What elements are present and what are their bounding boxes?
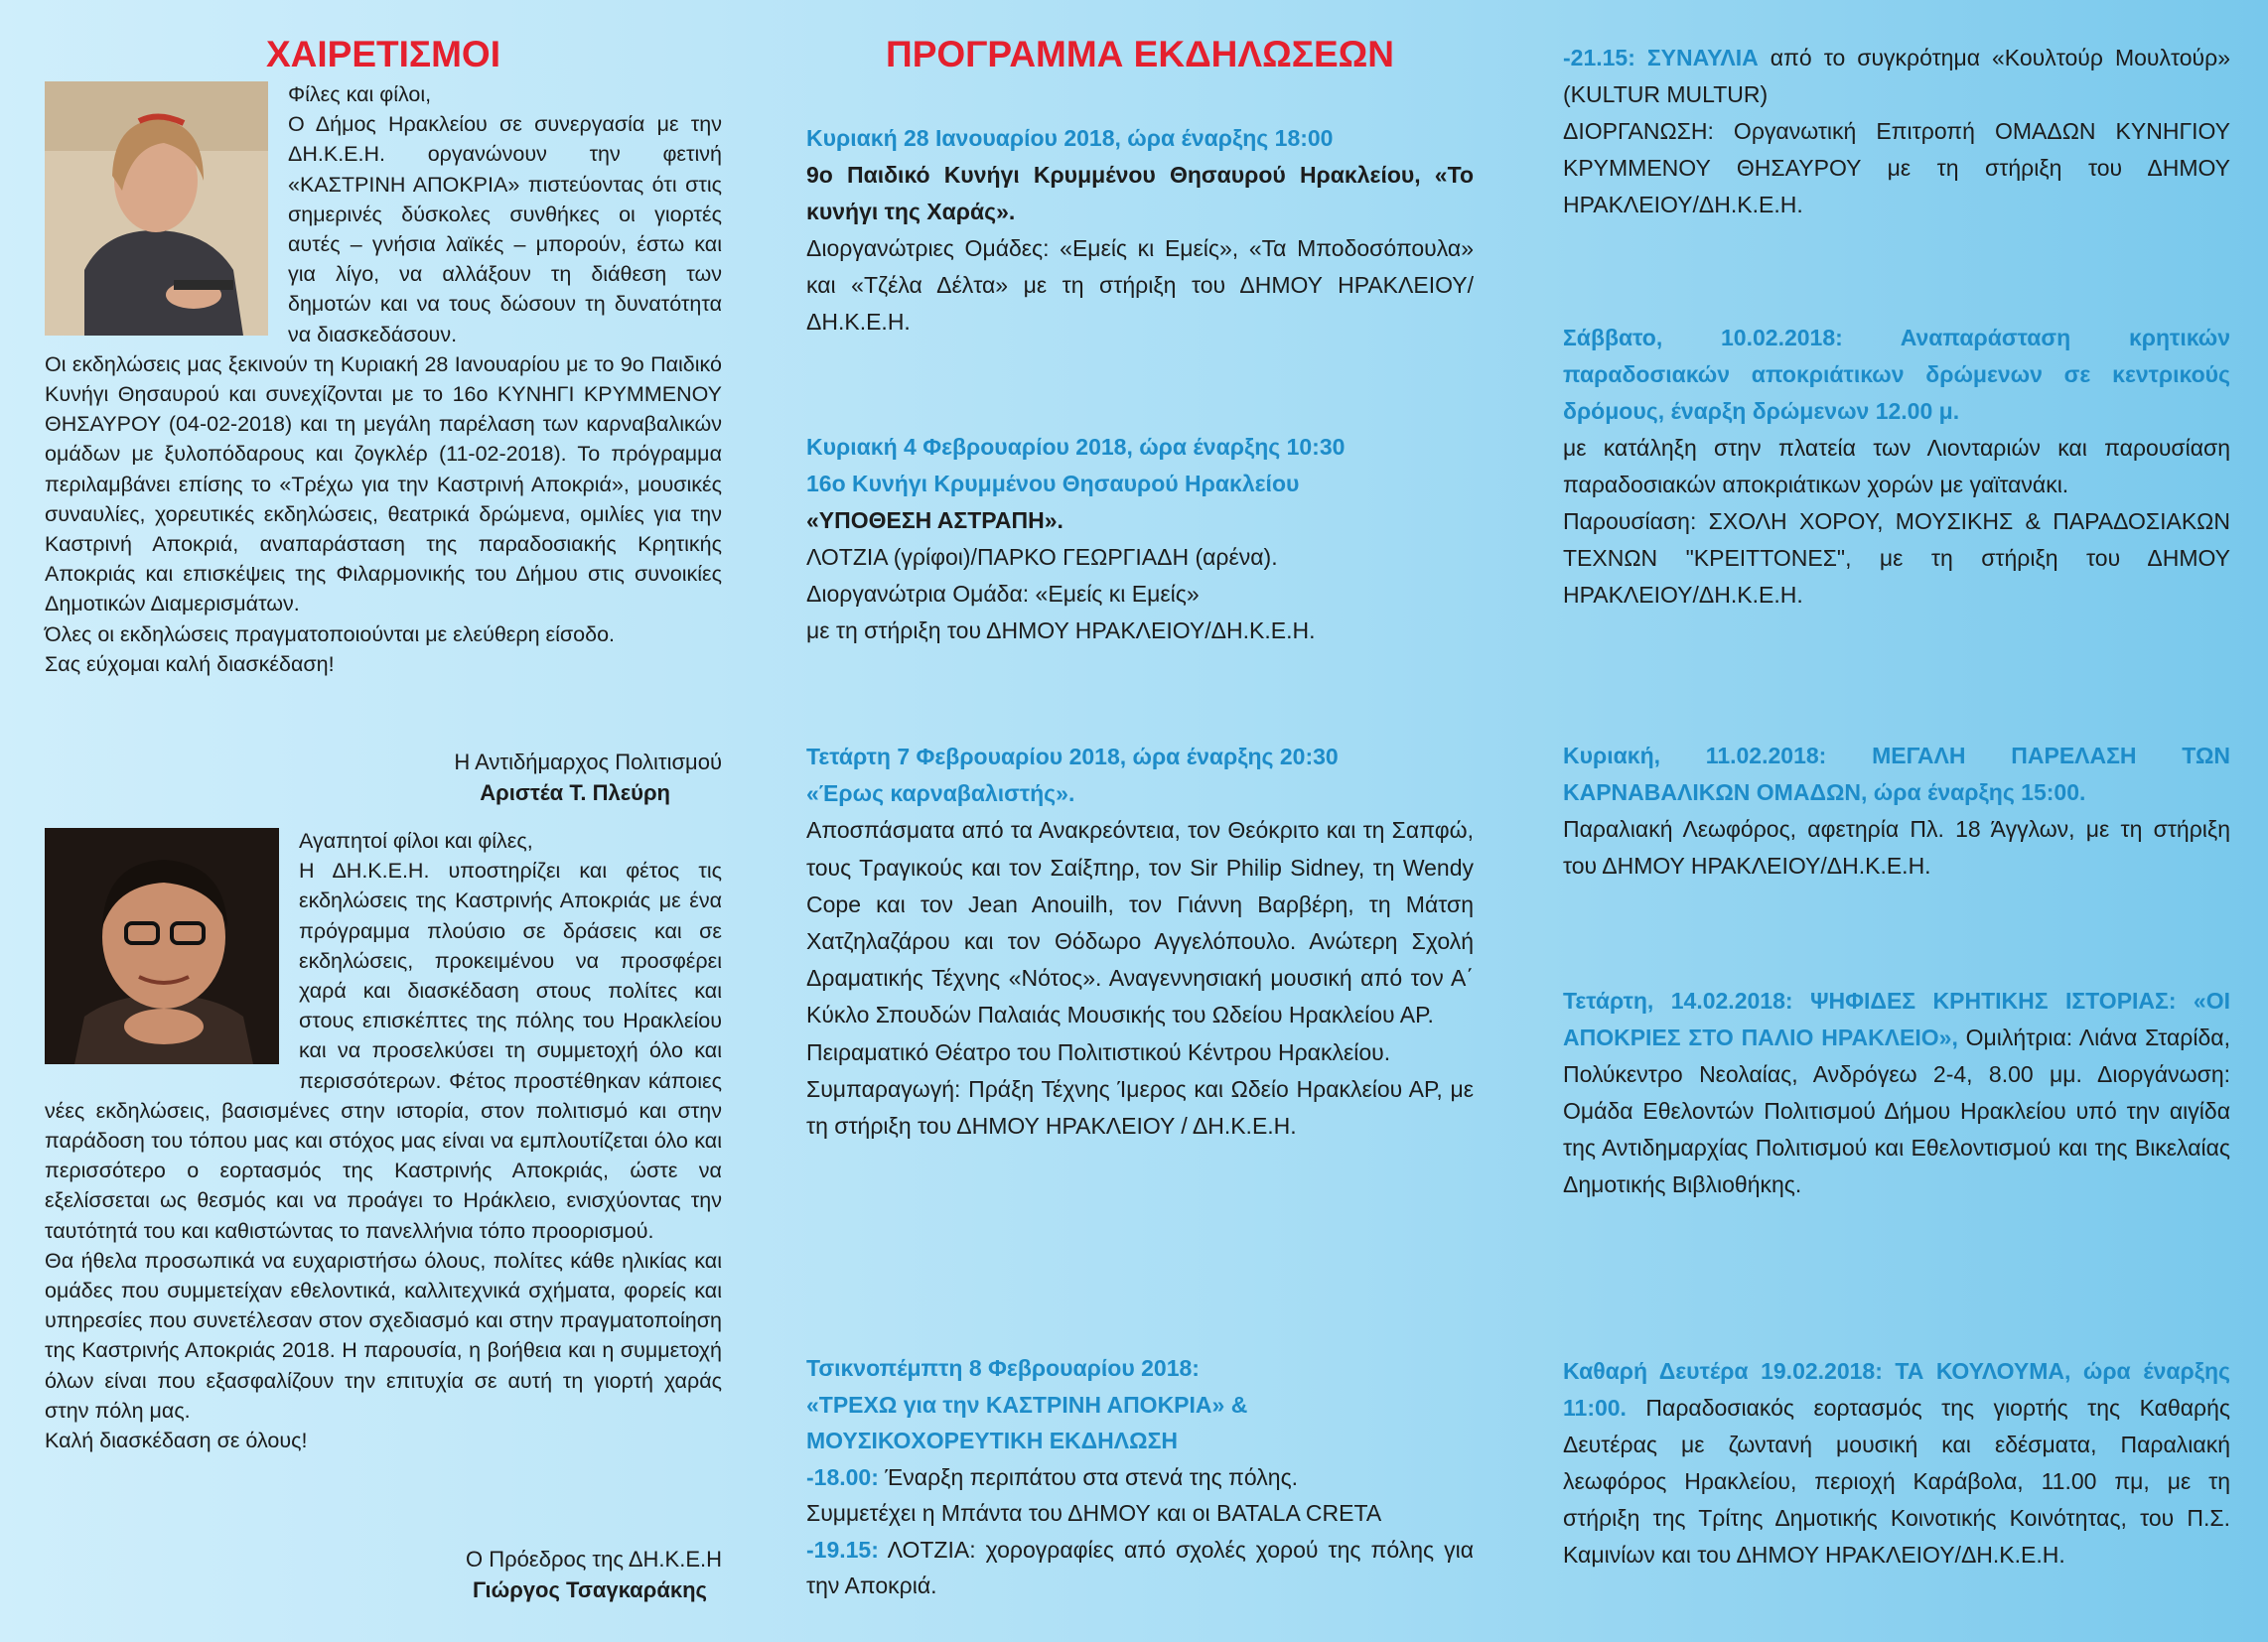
event-4-line1: [806, 1459, 1474, 1496]
event-4-title1: «ΤΡΕΧΩ για την ΚΑΣΤΡΙΝΗ ΑΠΟΚΡΙΑ» &: [806, 1391, 1248, 1418]
greeting-president: [45, 826, 722, 1455]
event-5-time: -21.15: ΣΥΝΑΥΛΙΑ: [1563, 45, 1759, 70]
event-4-time1: -18.00:: [806, 1463, 879, 1490]
signature-2-name: Γιώργος Τσαγκαράκης: [472, 1577, 707, 1602]
event-6-text1: με κατάληξη στην πλατεία των Λιονταριών και παρουσίαση παραδοσιακών αποκριάτικων χορών με γαϊτανάκι.: [1563, 435, 2230, 497]
event-1-date: Κυριακή 28 Ιανουαρίου 2018, ώρα έναρξης 18:00: [806, 125, 1334, 151]
event-6: [1563, 320, 2230, 614]
event-5: [1563, 40, 2230, 223]
event-1-body: Διοργανώτριες Ομάδες: «Εμείς κι Εμείς», «Τα Μποδοσόπουλα» και «Τζέλα Δέλτα» με τη στήριξη του ΔΗΜΟΥ ΗΡΑΚΛΕΙΟΥ/ΔΗ.Κ.Ε.Η.: [806, 235, 1474, 335]
signature-1-name: Αριστέα Τ. Πλεύρη: [480, 780, 670, 805]
portrait-photo-woman: [45, 81, 268, 336]
signature-1-role: Η Αντιδήμαρχος Πολιτισμού: [454, 750, 722, 774]
greeting-2-text: Αγαπητοί φίλοι και φίλες, Η ΔΗ.Κ.Ε.Η. υποστηρίζει και φέτος τις εκδηλώσεις της Καστρινής Αποκριάς με ένα πρόγραμμα πλούσιο σε δράσεις και σε εκδηλώσεις, προκειμένου να προσφέρει χαρά και διασκέδαση στους πολίτες και στους επισκέπτες της πόλης του Ηρακλείου και να προσελκύσει τη συμμετοχή όλο και περισσότερων. Φέτος προστέθηκαν κάποιες νέες εκδηλώσεις, βασισμένες στην ιστορία, στον πολιτισμό και στην παράδοση του τόπου μας και στόχος μας είναι να εμπλουτίζεται όλο και περισσότερο ο εορτασμός της Καστρινής Αποκριάς, ώστε να εξελίσσεται ως θεσμός και να προάγει το Ηράκλειο, ενισχύοντας την ταυτότητά του και καθιστώντας το πανελλήνια τόπο προορισμού. Θα ήθελα προσωπικά να ευχαριστήσω όλους, πολίτες κάθε ηλικίας και ομάδες που συμμετείχαν εθελοντικά, καλλιτεχνικά σχήματα, φορείς και υπηρεσίες που συνετέλεσαν στον σχεδιασμό και στην πραγματοποίηση της Καστρινής Αποκριάς 2018. Η παρουσία, η βοήθεια και η συμμετοχή όλων είναι που εξασφαλίζουν την επιτυχία σε αυτή τη γιορτή χαράς στην πόλη μας. Καλή διασκέδαση σε όλους!: [45, 829, 722, 1453]
event-6-title: Σάββατο, 10.02.2018: Αναπαράσταση κρητικών παραδοσιακών αποκριάτικων δρώμενων σε κεντρικούς δρόμους, έναρξη δρώμενων 12.00 μ.: [1563, 325, 2230, 424]
event-8-body: [1563, 983, 2230, 1203]
event-4: [806, 1350, 1474, 1604]
event-4-time2: -19.15:: [806, 1536, 879, 1563]
portrait-photo-man: [45, 828, 279, 1064]
event-5-line1: [1563, 40, 2230, 113]
event-2-line3: με τη στήριξη του ΔΗΜΟΥ ΗΡΑΚΛΕΙΟΥ/ΔΗ.Κ.Ε.Η.: [806, 617, 1316, 643]
event-8: [1563, 983, 2230, 1203]
event-9-title: Καθαρή Δευτέρα 19.02.2018: ΤΑ ΚΟΥΛΟΥΜΑ, ώρα έναρξης 11:00.: [1563, 1358, 2230, 1421]
event-5-text2: ΔΙΟΡΓΑΝΩΣΗ: Οργανωτική Επιτροπή ΟΜΑΔΩΝ ΚΥΝΗΓΙΟΥ ΚΡΥΜΜΕΝΟΥ ΘΗΣΑΥΡΟΥ με τη στήριξη του ΔΗΜΟΥ ΗΡΑΚΛΕΙΟΥ/ΔΗ.Κ.Ε.Η.: [1563, 118, 2230, 217]
event-7-text: Παραλιακή Λεωφόρος, αφετηρία Πλ. 18 Άγγλων, με τη στήριξη του ΔΗΜΟΥ ΗΡΑΚΛΕΙΟΥ/ΔΗ.Κ.Ε.Η.: [1563, 816, 2230, 879]
event-4-text1: Έναρξη περιπάτου στα στενά της πόλης.: [878, 1463, 1299, 1490]
event-3: [806, 739, 1474, 1145]
greeting-deputy-mayor: [45, 79, 722, 679]
event-8-text: Ομιλήτρια: Λιάνα Σταρίδα, Πολύκεντρο Νεολαίας, Ανδρόγεω 2-4, 8.00 μμ. Διοργάνωση: Ομάδα Εθελοντών Πολιτισμού Δήμου Ηρακλείου υπό την αιγίδα της Αντιδημαρχίας Πολιτισμού και Εθελοντισμού και της Βικελαίας Δημοτικής Βιβλιοθήκης.: [1563, 1025, 2230, 1197]
greetings-heading: ΧΑΙΡΕΤΙΣΜΟΙ: [265, 34, 500, 74]
event-3-date: Τετάρτη 7 Φεβρουαρίου 2018, ώρα έναρξης 20:30: [806, 744, 1339, 769]
event-3-body2: Πειραματικό Θέατρο του Πολιτιστικού Κέντρου Ηρακλείου.: [806, 1038, 1391, 1065]
event-2-date: Κυριακή 4 Φεβρουαρίου 2018, ώρα έναρξης 10:30: [806, 434, 1346, 460]
event-1: [806, 120, 1474, 341]
event-2-subtitle: 16ο Κυνήγι Κρυμμένου Θησαυρού Ηρακλείου: [806, 471, 1300, 496]
event-2-line2: Διοργανώτρια Ομάδα: «Εμείς κι Εμείς»: [806, 581, 1200, 607]
signature-2: [45, 1544, 722, 1605]
event-3-title: «Έρως καρναβαλιστής».: [806, 780, 1075, 807]
signature-2-role: Ο Πρόεδρος της ΔΗ.Κ.Ε.Η: [466, 1547, 722, 1572]
program-heading: ΠΡΟΓΡΑΜΜΑ ΕΚΔΗΛΩΣΕΩΝ: [885, 34, 1395, 74]
event-2: [806, 429, 1474, 649]
event-4-line3: [806, 1532, 1474, 1604]
event-7-title: Κυριακή, 11.02.2018: ΜΕΓΑΛΗ ΠΑΡΕΛΑΣΗ ΤΩΝ ΚΑΡΝΑΒΑΛΙΚΩΝ ΟΜΑΔΩΝ, ώρα έναρξης 15:00.: [1563, 743, 2230, 805]
event-2-title: «ΥΠΟΘΕΣΗ ΑΣΤΡΑΠΗ».: [806, 507, 1063, 533]
event-1-title: 9ο Παιδικό Κυνήγι Κρυμμένου Θησαυρού Ηρακλείου, «Το κυνήγι της Χαράς».: [806, 162, 1474, 224]
event-2-line1: ΛΟΤΖΙΑ (γρίφοι)/ΠΑΡΚΟ ΓΕΩΡΓΙΑΔΗ (αρένα).: [806, 544, 1278, 570]
event-6-text2: Παρουσίαση: ΣΧΟΛΗ ΧΟΡΟΥ, ΜΟΥΣΙΚΗΣ & ΠΑΡΑΔΟΣΙΑΚΩΝ ΤΕΧΝΩΝ "ΚΡΕΙΤΤΟΝΕΣ", με τη στήριξη του ΔΗΜΟΥ ΗΡΑΚΛΕΙΟΥ/ΔΗ.Κ.Ε.Η.: [1563, 508, 2230, 608]
event-4-title2: ΜΟΥΣΙΚΟΧΟΡΕΥΤΙΚΗ ΕΚΔΗΛΩΣΗ: [806, 1428, 1178, 1453]
event-3-body3: Συμπαραγωγή: Πράξη Τέχνης Ίμερος και Ωδείο Ηρακλείου ΑΡ, με τη στήριξη του ΔΗΜΟΥ ΗΡΑΚΛΕΙΟΥ / ΔΗ.Κ.Ε.Η.: [806, 1075, 1474, 1140]
event-8-title: Τετάρτη, 14.02.2018: ΨΗΦΙΔΕΣ ΚΡΗΤΙΚΗΣ ΙΣΤΟΡΙΑΣ: «ΟΙ ΑΠΟΚΡΙΕΣ ΣΤΟ ΠΑΛΙΟ ΗΡΑΚΛΕΙΟ»,: [1563, 988, 2230, 1050]
event-4-text2: Συμμετέχει η Μπάντα του ΔΗΜΟΥ και οι BATALA CRETA: [806, 1500, 1382, 1526]
greeting-1-text: Φίλες και φίλοι, Ο Δήμος Ηρακλείου σε συνεργασία με την ΔΗ.Κ.Ε.Η. οργανώνουν την φετινή «ΚΑΣΤΡΙΝΗ ΑΠΟΚΡΙΑ» πιστεύοντας ότι στις σημερινές δύσκολες συνθήκες οι γιορτές αυτές – γνήσια λαϊκές – μπορούν, έστω και για λίγο, να αλλάξουν τη διάθεση των δημοτών και να τους δώσουν τη δυνατότητα να διασκεδάσουν. Οι εκδηλώσεις μας ξεκινούν τη Κυριακή 28 Ιανουαρίου με το 9ο Παιδικό Κυνήγι Θησαυρού και συνεχίζονται με το 16ο ΚΥΝΗΓΙ ΚΡΥΜΜΕΝΟΥ ΘΗΣΑΥΡΟΥ (04-02-2018) και τη μεγάλη παρέλαση των καρναβαλικών ομάδων με ξυλοπόδαρους και ζογκλέρ (11-02-2018). Το πρόγραμμα περιλαμβάνει επίσης το «Τρέχω για την Καστρινή Αποκριά», μουσικές συναυλίες, χορευτικές εκδηλώσεις, θεατρικά δρώμενα, ομιλίες για την Καστρινή Αποκριά, αναπαράσταση της παραδοσιακής Κρητικής Αποκριάς και επισκέψεις της Φιλαρμονικής του Δήμου στις συνοικίες Δημοτικών Διαμερισμάτων. Όλες οι εκδηλώσεις πραγματοποιούνται με ελεύθερη είσοδο. Σας εύχομαι καλή διασκέδαση!: [45, 82, 722, 676]
event-5-text1: από το συγκρότημα «Κουλτούρ Μουλτούρ» (KULTUR MULTUR): [1563, 45, 2230, 107]
event-7: [1563, 738, 2230, 885]
event-9-body: [1563, 1353, 2230, 1574]
signature-1: [45, 747, 722, 808]
event-9-text: Παραδοσιακός εορτασμός της γιορτής της Καθαρής Δευτέρας με ζωντανή μουσική και εδέσματα, Παραλιακή λεωφόρος Ηρακλείου, περιοχή Καράβολα, 11.00 πμ, με τη στήριξη της Τρίτης Δημοτικής Κοινοτικής Κοινότητας, του Π.Σ. Καμινίων και του ΔΗΜΟΥ ΗΡΑΚΛΕΙΟΥ/ΔΗ.Κ.Ε.Η.: [1563, 1395, 2230, 1568]
event-9: [1563, 1353, 2230, 1574]
event-4-date: Τσικνοπέμπτη 8 Φεβρουαρίου 2018:: [806, 1355, 1200, 1381]
event-3-body1: Αποσπάσματα από τα Ανακρεόντεια, τον Θεόκριτο και τη Σαπφώ, τους Τραγικούς και τον Σαίξπηρ, τον Sir Philip Sidney, τη Wendy Cope και τον Jean Anouilh, τον Γιάννη Βαρβέρη, τη Μάτση Χατζηλαζάρου και τον Θόδωρο Αγγελόπουλο. Ανώτερη Σχολή Δραματικής Τέχνης «Νότος». Αναγεννησιακή μουσική από τον Α΄ Κύκλο Σπουδών Παλαιάς Μουσικής του Ωδείου Ηρακλείου ΑΡ.: [806, 817, 1474, 1028]
event-4-text3: ΛΟΤΖΙΑ: χορογραφίες από σχολές χορού της πόλης για την Αποκριά.: [806, 1536, 1474, 1598]
